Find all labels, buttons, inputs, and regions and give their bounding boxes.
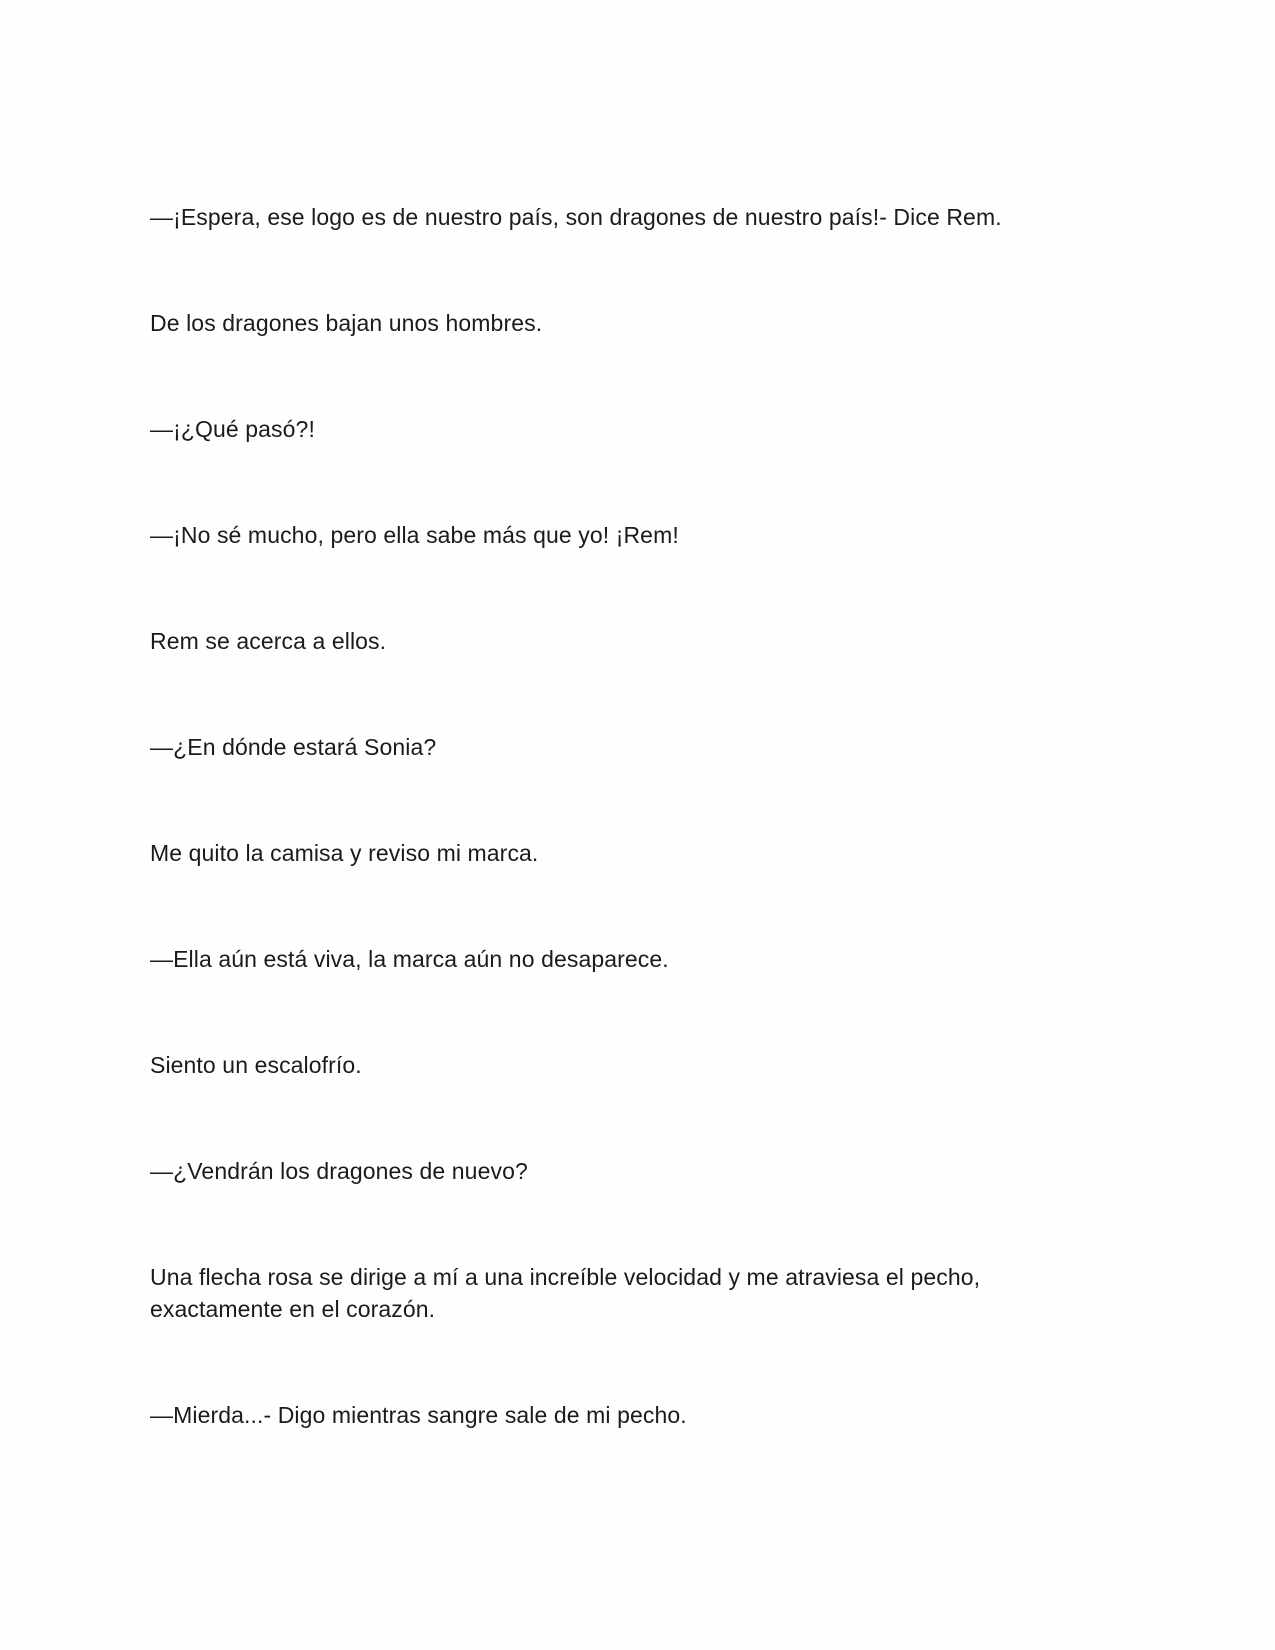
paragraph: —¡No sé mucho, pero ella sabe más que yo! ¡Rem! (150, 522, 679, 548)
paragraph: Me quito la camisa y reviso mi marca. (150, 840, 539, 866)
paragraph: Una flecha rosa se dirige a mí a una increíble velocidad y me atraviesa el pecho, exactamente en el corazón. (150, 1264, 981, 1322)
paragraph: —Mierda...- Digo mientras sangre sale de mi pecho. (150, 1402, 687, 1428)
paragraph: —¡Espera, ese logo es de nuestro país, son dragones de nuestro país!- Dice Rem. (150, 204, 1002, 230)
paragraph: Rem se acerca a ellos. (150, 628, 387, 654)
paragraph: Siento un escalofrío. (150, 1052, 362, 1078)
paragraph: —Ella aún está viva, la marca aún no desaparece. (150, 946, 669, 972)
paragraph: —¡¿Qué pasó?! (150, 416, 315, 442)
paragraph: —¿Vendrán los dragones de nuevo? (150, 1158, 528, 1184)
paragraph: —¿En dónde estará Sonia? (150, 734, 437, 760)
paragraph: De los dragones bajan unos hombres. (150, 310, 543, 336)
